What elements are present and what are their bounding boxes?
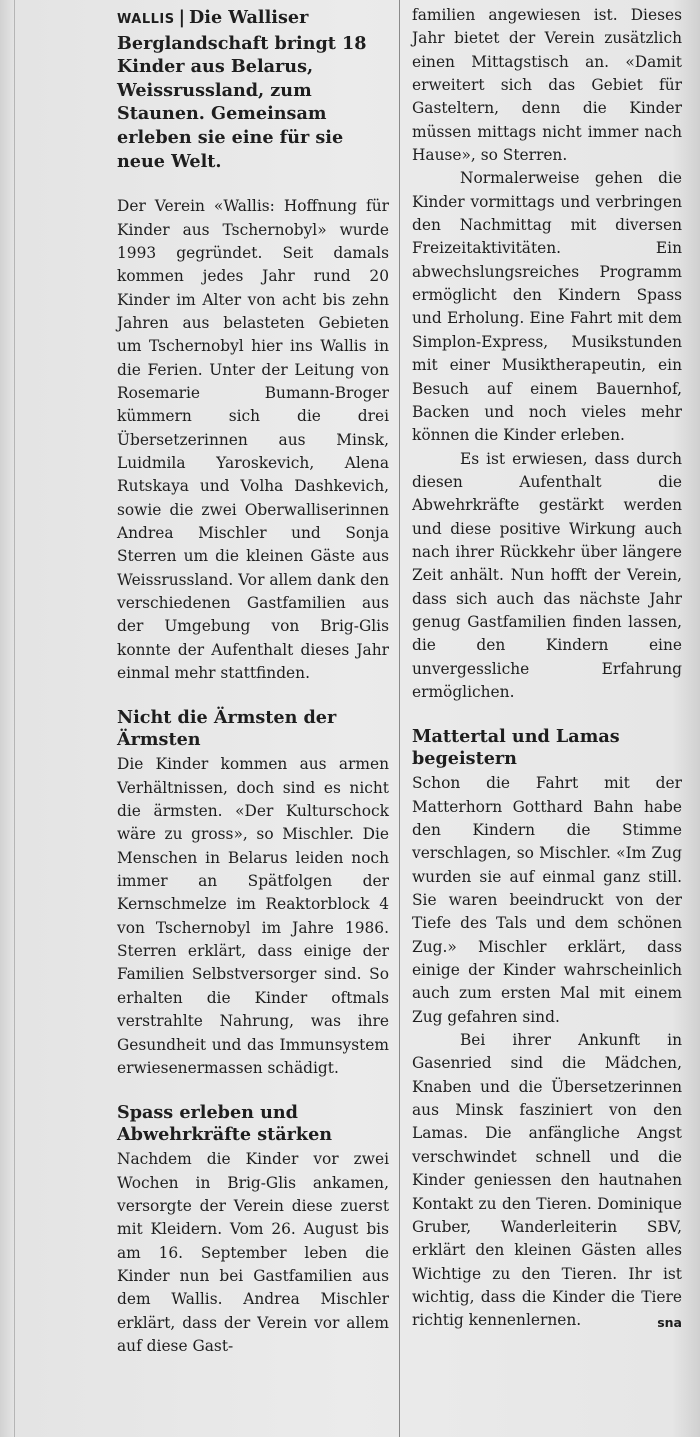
intro-paragraph: Der Verein «Wallis: Hoffnung für Kinder aus Tschernobyl» wurde 1993 gegründet. Seit damals kommen jedes Jahr rund 20 Kinder im Alter von acht bis zehn Jahren aus belasteten Gebieten um Tschernobyl hier ins Wallis in die Ferien. Unter der Leitung von Rosemarie Bumann-Broger kümmern sich die drei Übersetzerinnen aus Minsk, Luidmila Yaroskevich, Alena Rutskaya und Volha Dashkevich, sowie die zwei Oberwalliserinnen Andrea Mischler und Sonja Sterren um die kleinen Gäste aus Weissrussland. Vor allem dank den verschiedenen Gastfamilien aus der Umgebung von Brig-Glis konnte der Aufenthalt dieses Jahr einmal mehr stattfinden. bbox=[117, 197, 389, 683]
section-2-paragraph-3: Es ist erwiesen, dass durch diesen Aufenthalt die Abwehrkräfte gestärkt werden und diese positive Wirkung auch nach ihrer Rückkehr über längere Zeit anhält. Nun hofft der Verein, dass sich auch das nächste Jahr genug Gastfamilien finden lassen, die den Kindern eine unvergessliche Erfahrung ermöglichen. bbox=[412, 449, 682, 701]
section-3-paragraph: Schon die Fahrt mit der Matterhorn Gotthard Bahn habe den Kindern die Stimme verschlagen, so Mischler. «Im Zug wurden sie auf einmal ganz still. Sie waren beeindruckt von der Tiefe des Tals und dem schönen Zug.» Mischler erklärt, dass einige der Kinder wahrscheinlich auch zum ersten Mal mit einem Zug gefahren sind. bbox=[412, 774, 682, 1026]
lead-text: Die Walliser Berglandschaft bringt 18 Kinder aus Belarus, Weissrussland, zum Staunen. Gemeinsam erleben sie eine für sie neue Welt. bbox=[117, 7, 367, 172]
page-edge bbox=[14, 0, 15, 1437]
section-heading-2: Spass erleben und Abwehrkräfte stärken bbox=[117, 1102, 333, 1146]
kicker: WALLIS bbox=[117, 12, 175, 27]
column-divider bbox=[399, 0, 400, 1437]
right-column bbox=[412, 0, 682, 1335]
section-heading-3: Mattertal und Lamas begeistern bbox=[412, 726, 620, 770]
left-column bbox=[117, 0, 389, 1358]
lead-paragraph bbox=[117, 6, 389, 173]
author-signature: sna bbox=[657, 1315, 682, 1331]
section-3-paragraph-2 bbox=[412, 1029, 682, 1332]
section-3-paragraph-2-text: Bei ihrer Ankunft in Gasenried sind die Mädchen, Knaben und die Übersetzerinnen aus Minsk fasziniert von den Lamas. Die anfängliche Angst verschwindet schnell und die Kinder geniessen den hautnahen Kontakt zu den Tieren. Dominique Gruber, Wanderleiterin SBV, erklärt den kleinen Gästen alles Wichtige zu den Tieren. Ihr ist wichtig, dass die Kinder die Tiere richtig kennenlernen. bbox=[412, 1031, 682, 1330]
section-2-paragraph-start: Nachdem die Kinder vor zwei Wochen in Brig-Glis ankamen, versorgte der Verein diese zuerst mit Kleidern. Vom 26. August bis am 16. September leben die Kinder nun bei Gastfamilien aus dem Wallis. Andrea Mischler erklärt, dass der Verein vor allem auf diese Gast- bbox=[117, 1150, 389, 1355]
kicker-separator: | bbox=[178, 8, 186, 28]
section-1-paragraph: Die Kinder kommen aus armen Verhältnissen, doch sind es nicht die ärmsten. «Der Kulturschock wäre zu gross», so Mischler. Die Menschen in Belarus leiden noch immer an Spätfolgen der Kernschmelze im Reaktorblock 4 von Tschernobyl im Jahre 1986. Sterren erklärt, dass einige der Familien Selbstversorger sind. So erhalten die Kinder oftmals verstrahlte Nahrung, was ihre Gesundheit und das Immunsystem erwiesenermassen schädigt. bbox=[117, 755, 389, 1077]
section-2-paragraph-2: Normalerweise gehen die Kinder vormittags und verbringen den Nachmittag mit diversen Freizeitaktivitäten. Ein abwechslungsreiches Programm ermöglicht den Kindern Spass und Erholung. Eine Fahrt mit dem Simplon-Express, Musikstunden mit einer Musiktherapeutin, ein Besuch auf einem Bauernhof, Backen und noch vieles mehr können die Kinder erleben. bbox=[412, 169, 682, 445]
section-2-paragraph-cont: familien angewiesen ist. Dieses Jahr bietet der Verein zusätzlich einen Mittagstisch an. «Damit erweitert sich das Gebiet für Gasteltern, denn die Kinder müssen mittags nicht immer nach Hause», so Sterren. bbox=[412, 6, 682, 165]
section-heading-1: Nicht die Ärmsten der Ärmsten bbox=[117, 707, 337, 751]
